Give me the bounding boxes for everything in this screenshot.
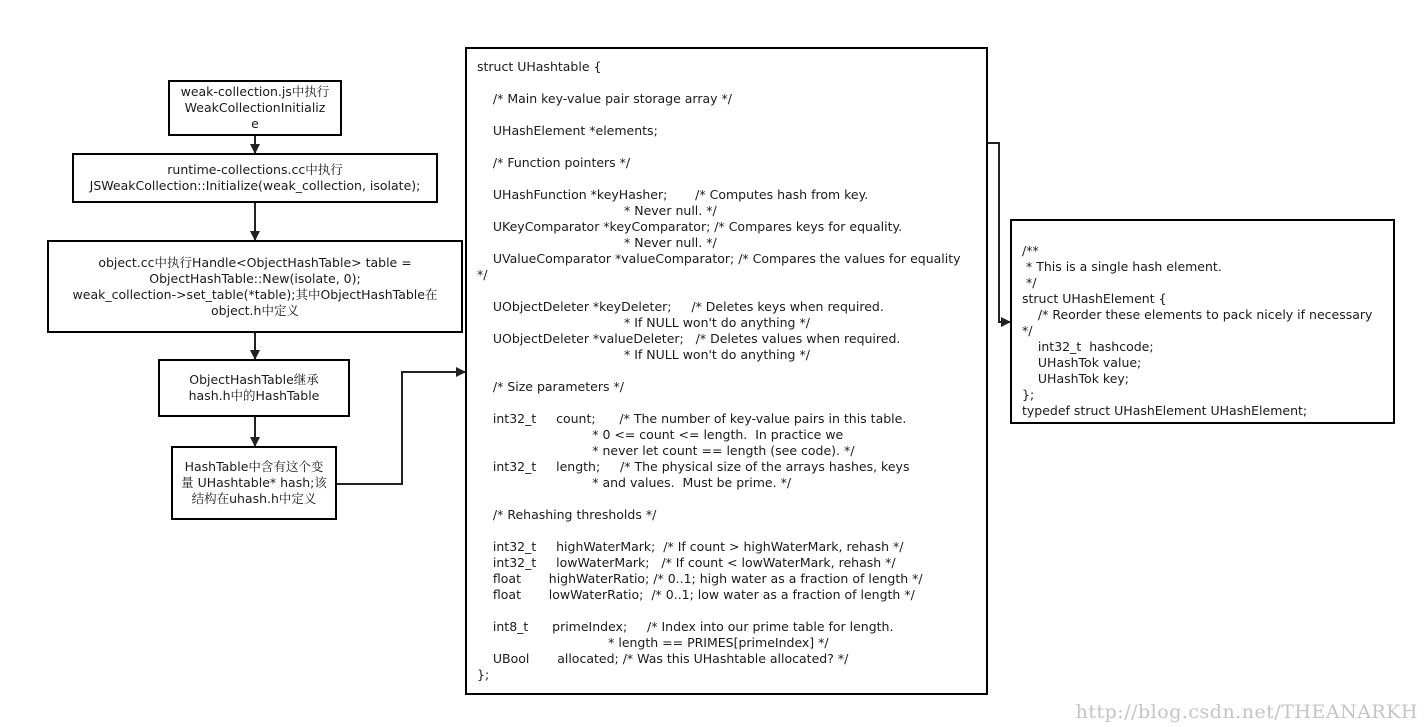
code-line: UValueComparator *valueComparator; /* Compares the values for equality: [477, 251, 961, 266]
code-line: UHashTok key;: [1022, 371, 1130, 386]
flow-step-text: object.cc中执行Handle<ObjectHashTable> table =: [98, 254, 412, 270]
code-line: [477, 75, 976, 91]
flow-step-runtime-collections: [72, 153, 438, 203]
watermark-text: http://blog.csdn.net/THEANARKH: [1075, 701, 1418, 723]
flow-step-text: WeakCollectionInitializ: [184, 100, 326, 115]
code-line: UHashFunction *keyHasher; /* Computes hash from key.: [477, 187, 869, 202]
code-line: [477, 523, 976, 539]
code-line: /* Rehashing thresholds */: [477, 507, 657, 522]
code-line: /* Reorder these elements to pack nicely if necessary: [1022, 307, 1373, 322]
flow-step-text: 结构在uhash.h中定义: [191, 491, 317, 506]
flow-step-text: hash.h中的HashTable: [188, 388, 320, 403]
code-line: [477, 107, 976, 123]
code-line: int32_t lowWaterMark; /* If count < lowWaterMark, rehash */: [477, 555, 896, 570]
flow-step-text: object.h中定义: [211, 302, 299, 318]
code-line: UObjectDeleter *valueDeleter; /* Deletes values when required.: [477, 331, 901, 346]
flow-step-text: HashTable中含有这个变: [184, 459, 324, 474]
flow-step-text: runtime-collections.cc中执行: [167, 162, 343, 177]
code-line: [477, 139, 976, 155]
code-line: [477, 171, 976, 187]
code-line: * This is a single hash element.: [1022, 259, 1222, 274]
code-line: float highWaterRatio; /* 0..1; high water as a fraction of length */: [477, 571, 923, 586]
flow-step-hashtable-member: [171, 446, 337, 520]
code-line: * never let count == length (see code). */: [477, 443, 855, 458]
flow-step-objecthashtable-inherit: [158, 359, 350, 417]
code-line: */: [1022, 323, 1033, 338]
code-line: [477, 283, 976, 299]
code-line: [477, 363, 976, 379]
code-line: struct UHashElement {: [1022, 291, 1167, 306]
code-line: int32_t hashcode;: [1022, 339, 1154, 354]
code-line: [477, 395, 976, 411]
code-line: struct UHashtable {: [477, 59, 602, 74]
code-line: UObjectDeleter *keyDeleter; /* Deletes keys when required.: [477, 299, 884, 314]
code-line: float lowWaterRatio; /* 0..1; low water as a fraction of length */: [477, 587, 915, 602]
flow-step-text: JSWeakCollection::Initialize(weak_collection, isolate);: [89, 178, 421, 193]
code-line: int8_t primeIndex; /* Index into our prime table for length.: [477, 619, 894, 634]
code-line: * If NULL won't do anything */: [477, 347, 810, 362]
code-line: /* Main key-value pair storage array */: [477, 91, 732, 106]
code-line: int32_t highWaterMark; /* If count > highWaterMark, rehash */: [477, 539, 904, 554]
code-line: UKeyComparator *keyComparator; /* Compares keys for equality.: [477, 219, 903, 234]
code-line: * length == PRIMES[primeIndex] */: [477, 635, 829, 650]
flow-step-text: e: [251, 116, 259, 131]
flow-step-object-cc: [47, 240, 463, 333]
code-line: /* Size parameters */: [477, 379, 624, 394]
uhashelement-struct-box: [1010, 219, 1395, 424]
code-line: UHashTok value;: [1022, 355, 1142, 370]
code-line: };: [1022, 387, 1035, 402]
code-line: int32_t length; /* The physical size of the arrays hashes, keys: [477, 459, 910, 474]
code-line: UBool allocated; /* Was this UHashtable allocated? */: [477, 651, 849, 666]
code-line: /* Function pointers */: [477, 155, 631, 170]
code-line: [477, 603, 976, 619]
code-line: * If NULL won't do anything */: [477, 315, 810, 330]
code-line: typedef struct UHashElement UHashElement;: [1022, 403, 1308, 418]
code-line: * Never null. */: [477, 203, 717, 218]
flow-step-weak-collection-js: [168, 80, 342, 136]
code-line: */: [1022, 275, 1037, 290]
flow-step-text: 量 UHashtable* hash;该: [181, 475, 327, 490]
code-line: };: [477, 667, 490, 682]
code-line: * and values. Must be prime. */: [477, 475, 792, 490]
flow-step-text: ObjectHashTable::New(isolate, 0);: [149, 270, 361, 286]
code-line: * 0 <= count <= length. In practice we: [477, 427, 844, 442]
uhashtable-struct-box: [465, 47, 988, 695]
code-line: int32_t count; /* The number of key-value pairs in this table.: [477, 411, 907, 426]
code-line: */: [477, 267, 488, 282]
code-line: * Never null. */: [477, 235, 717, 250]
flow-step-text: ObjectHashTable继承: [189, 372, 319, 387]
code-line: [477, 491, 976, 507]
code-line: UHashElement *elements;: [477, 123, 658, 138]
flow-step-text: weak_collection->set_table(*table);其中ObjectHashTable在: [72, 286, 438, 302]
arrow-hashtable-to-uhashtable: [337, 372, 465, 484]
code-line: /**: [1022, 243, 1039, 258]
flow-step-text: weak-collection.js中执行: [180, 84, 330, 99]
arrow-uhashtable-to-uhashelement: [987, 143, 1010, 322]
